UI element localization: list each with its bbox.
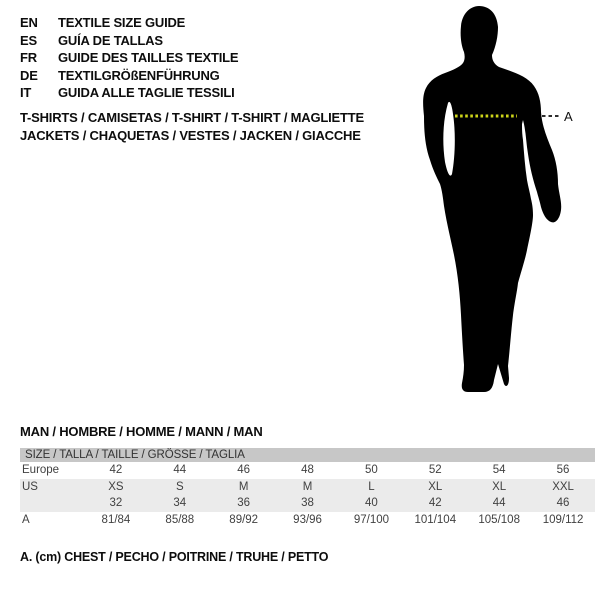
language-list <box>20 14 238 102</box>
size-table <box>20 448 595 528</box>
cell: M <box>276 479 340 496</box>
cell: 40 <box>340 495 404 512</box>
table-row-europe <box>20 462 595 479</box>
cell: 56 <box>556 464 570 477</box>
cell: 46 <box>531 495 595 512</box>
cell: 46 <box>237 464 251 477</box>
cell: XXL <box>531 479 595 496</box>
cell: 93/96 <box>293 513 322 526</box>
lang-code: DE <box>20 67 38 83</box>
table-row-chest <box>20 512 595 529</box>
cell: XL <box>467 479 531 496</box>
cell: 101/104 <box>414 513 457 526</box>
category-list <box>20 109 364 145</box>
table-row-us-numeric <box>20 495 595 512</box>
cell: 42 <box>403 495 467 512</box>
size-table-header-row <box>20 448 595 462</box>
cell: 81/84 <box>101 513 131 526</box>
cell: XL <box>403 479 467 496</box>
category-line: JACKETS / CHAQUETAS / VESTES / JACKEN / GIACCHE <box>20 128 361 143</box>
lang-code: ES <box>20 32 37 48</box>
cell: 89/92 <box>229 513 259 526</box>
row-label: A <box>22 513 30 526</box>
row-label: Europe <box>22 464 60 477</box>
cell: XS <box>84 479 148 496</box>
cell: 54 <box>492 464 506 477</box>
cell: 85/88 <box>165 513 195 526</box>
lang-label: TEXTILE SIZE GUIDE <box>58 15 186 30</box>
cell: 34 <box>148 495 212 512</box>
lang-label: GUIDA ALLE TAGLIE TESSILI <box>58 85 235 100</box>
lang-label: GUÍA DE TALLAS <box>58 32 163 48</box>
lang-code: FR <box>20 50 37 65</box>
cell: 42 <box>109 464 123 477</box>
cell: 44 <box>173 464 187 477</box>
cell: 38 <box>276 495 340 512</box>
measurement-footnote: A. (cm) CHEST / PECHO / POITRINE / TRUHE / PETTO <box>20 550 329 564</box>
man-silhouette-figure <box>380 0 600 420</box>
lang-label: GUIDE DES TAILLES TEXTILE <box>58 50 239 65</box>
cell: 44 <box>467 495 531 512</box>
man-silhouette <box>423 6 561 392</box>
cell: 105/108 <box>478 513 520 526</box>
cell: 109/112 <box>542 513 584 526</box>
cell: L <box>340 479 404 496</box>
row-label: US <box>20 479 84 496</box>
row-label <box>20 495 84 512</box>
section-title: MAN / HOMBRE / HOMME / MANN / MAN <box>20 424 263 439</box>
measure-a-label: A <box>564 109 573 124</box>
lang-label: TEXTILGRÖßENFÜHRUNG <box>58 67 220 83</box>
lang-code: EN <box>20 15 38 30</box>
cell: 48 <box>301 464 314 477</box>
cell: 50 <box>365 464 378 477</box>
cell: 52 <box>428 464 442 477</box>
table-row-us <box>20 479 595 496</box>
lang-code: IT <box>20 85 32 100</box>
cell: 36 <box>212 495 276 512</box>
cell: M <box>212 479 276 496</box>
category-line: T-SHIRTS / CAMISETAS / T-SHIRT / T-SHIRT / MAGLIETTE <box>20 110 364 125</box>
cell: S <box>148 479 212 496</box>
cell: 32 <box>84 495 148 512</box>
size-table-header: SIZE / TALLA / TAILLE / GRÖSSE / TAGLIA <box>20 448 595 462</box>
cell: 97/100 <box>353 513 390 526</box>
